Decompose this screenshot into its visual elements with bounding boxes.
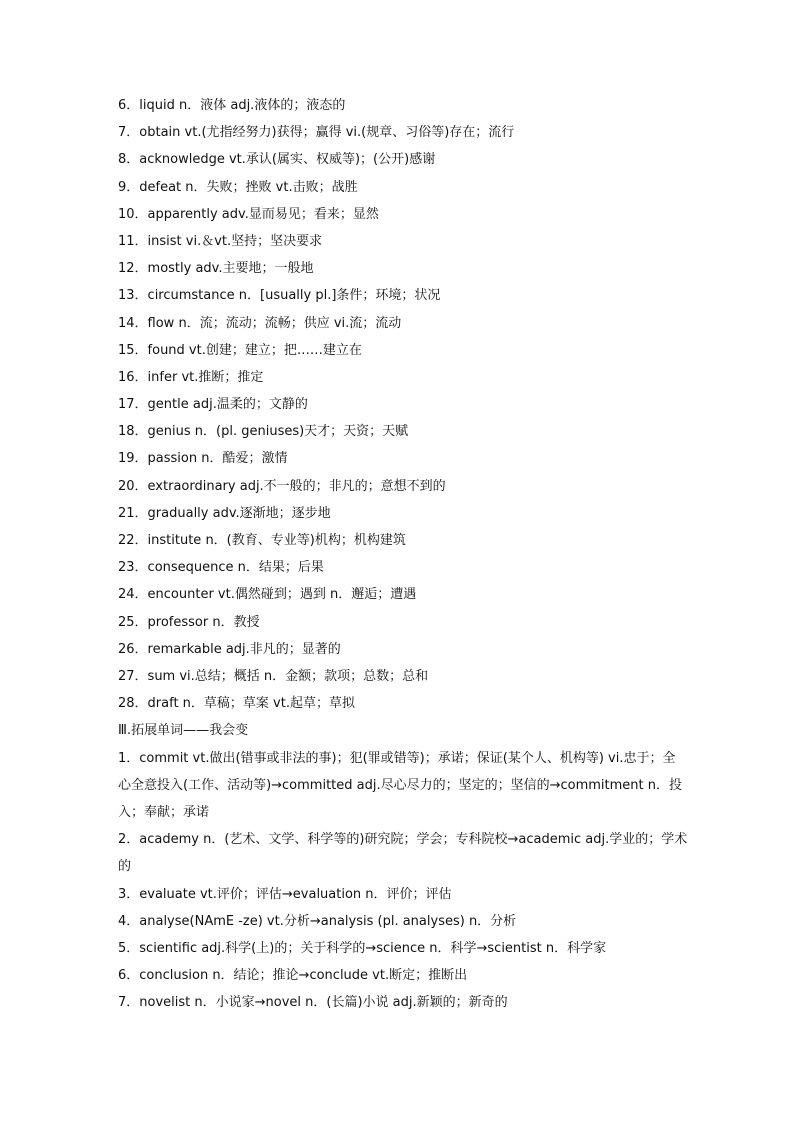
document-page	[118, 92, 688, 1016]
expand-item: 1．commit vt.做出(错事或非法的事)；犯(罪或错等)；承诺；保证(某个人、机构等) vi.忠于；全心全意投入(工作、活动等)→committed adj.尽心尽力的；坚定的；坚信的→commitment n．投入；奉献；承诺	[118, 750, 683, 820]
vocab-item: 28．draft n．草稿；草案 vt.起草；草拟	[118, 696, 355, 712]
expand-item: 7．novelist n．小说家→novel n．(长篇)小说 adj.新颖的；新奇的	[118, 995, 508, 1011]
vocab-item: 12．mostly adv.主要地；一般地	[118, 261, 314, 277]
vocab-item: 19．passion n．酷爱；激情	[118, 451, 288, 467]
vocab-item: 6．liquid n．液体 adj.液体的；液态的	[118, 98, 346, 113]
vocab-item: 17．gentle adj.温柔的；文静的	[118, 397, 308, 413]
vocab-item: 8．acknowledge vt.承认(属实、权威等)；(公开)感谢	[118, 152, 436, 168]
vocab-item: 13．circumstance n．[usually pl.]条件；环境；状况	[118, 288, 441, 304]
expand-item: 6．conclusion n．结论；推论→conclude vt.断定；推断出	[118, 968, 468, 984]
vocab-item: 24．encounter vt.偶然碰到；遇到 n．邂逅；遭遇	[118, 587, 417, 603]
vocab-item: 25．professor n．教授	[118, 614, 260, 630]
vocab-item: 21．gradually adv.逐渐地；逐步地	[118, 505, 331, 521]
vocab-list	[118, 92, 688, 717]
expand-list	[118, 745, 688, 1017]
vocab-item: 10．apparently adv.显而易见；看来；显然	[118, 206, 379, 222]
expand-item: 3．evaluate vt.评价；评估→evaluation n．评价；评估	[118, 886, 452, 902]
vocab-item: 15．found vt.创建；建立；把……建立在	[118, 342, 362, 358]
vocab-item: 22．institute n．(教育、专业等)机构；机构建筑	[118, 533, 406, 548]
vocab-item: 26．remarkable adj.非凡的；显著的	[118, 641, 341, 657]
vocab-item: 20．extraordinary adj.不一般的；非凡的；意想不到的	[118, 478, 446, 494]
vocab-item: 7．obtain vt.(尤指经努力)获得；赢得 vi.(规章、习俗等)存在；流行	[118, 125, 515, 141]
expand-item: 4．analyse(NAmE -ze) vt.分析→analysis (pl. analyses) n．分析	[118, 913, 517, 929]
vocab-item: 18．genius n．(pl. geniuses)天才；天资；天赋	[118, 424, 409, 440]
vocab-item: 27．sum vi.总结；概括 n．金额；款项；总数；总和	[118, 668, 429, 684]
expand-item: 2．academy n．(艺术、文学、科学等的)研究院；学会；专科院校→academic adj.学业的；学术的	[118, 832, 688, 875]
section-title: Ⅲ.拓展单词——我会变	[118, 723, 249, 739]
vocab-item: 9．defeat n．失败；挫败 vt.击败；战胜	[118, 179, 358, 195]
vocab-item: 23．consequence n．结果；后果	[118, 560, 324, 576]
vocab-item: 16．infer vt.推断；推定	[118, 369, 264, 385]
vocab-item: 14．flow n．流；流动；流畅；供应 vi.流；流动	[118, 315, 402, 331]
expand-item: 5．scientific adj.科学(上)的；关于科学的→science n．科学→scientist n．科学家	[118, 940, 607, 956]
vocab-item: 11．insist vi.＆vt.坚持；坚决要求	[118, 233, 323, 249]
